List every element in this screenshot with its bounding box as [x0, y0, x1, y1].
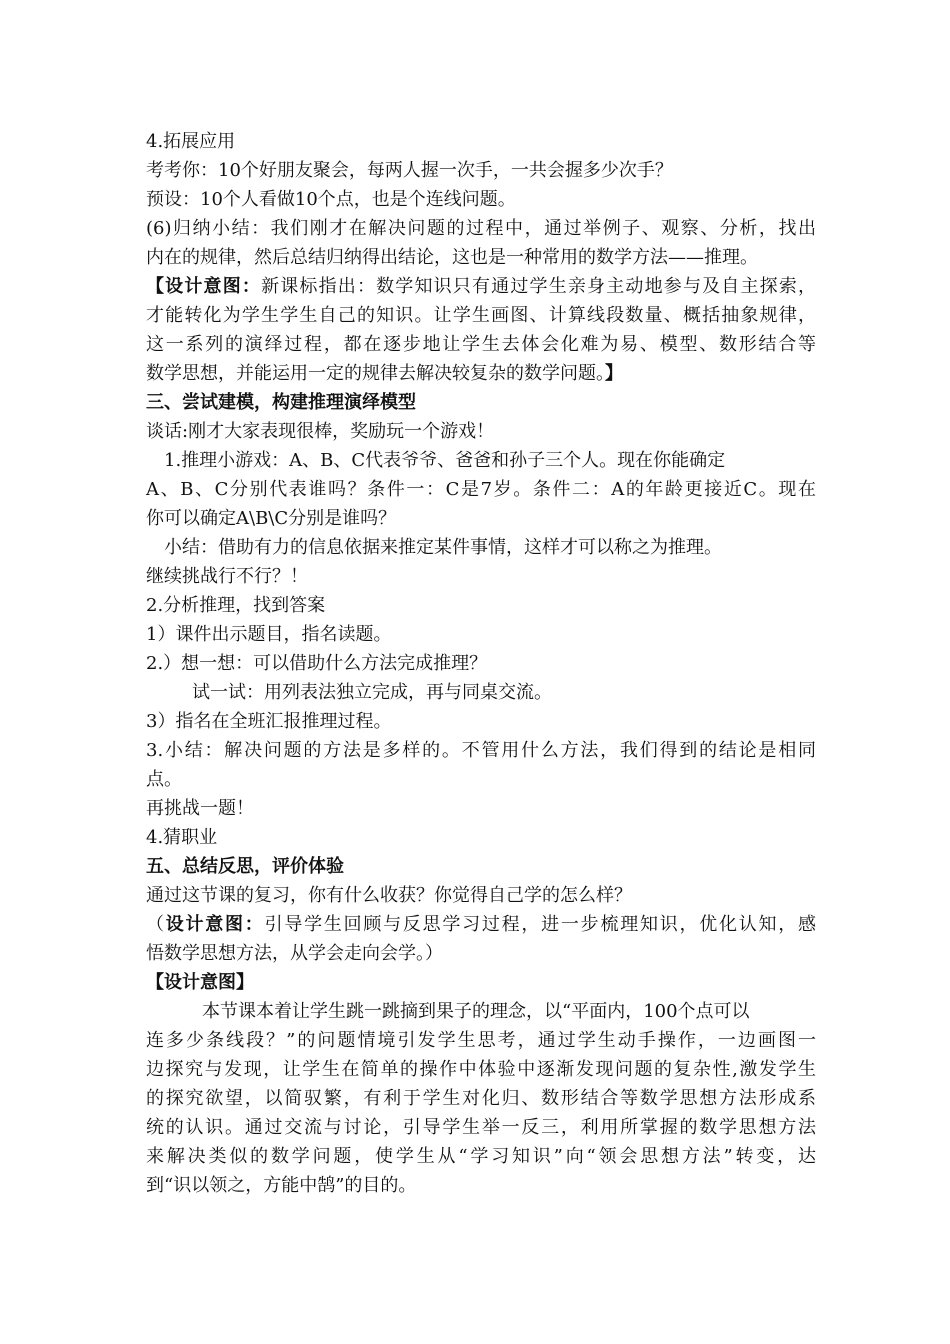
text-line: 这一系列的演绎过程，都在逐步地让学生去体会化难为易、模型、数形结合等 [146, 334, 816, 355]
text-line: 的探究欲望，以简驭繁，有利于学生对化归、数形结合等数学思想方法形成系 [146, 1088, 816, 1109]
text-line [146, 363, 816, 385]
text-line: 预设：10个人看做10个点，也是个连线问题。 [146, 189, 516, 210]
text-line: 4.猜职业 [146, 827, 218, 848]
text-line: 通过这节课的复习，你有什么收获？你觉得自己学的怎么样？ [146, 885, 632, 906]
text-line: 边探究与发现，让学生在简单的操作中体验中逐渐发现问题的复杂性,激发学生 [146, 1059, 816, 1080]
text-line: 试一试：用列表法独立完成，再与同桌交流。 [192, 682, 552, 703]
text-line: 统的认识。通过交流与讨论，引导学生举一反三，利用所掌握的数学思想方法 [146, 1117, 816, 1138]
text-line: 1.推理小游戏：A、B、C代表爷爷、爸爸和孙子三个人。现在你能确定 [164, 450, 726, 471]
text-span: 新课标指出：数学知识只有通过学生亲身主动地参与及自主探索， [261, 276, 817, 297]
section-heading-extension: 4.拓展应用 [146, 131, 236, 152]
text-line: 3.小结：解决问题的方法是多样的。不管用什么方法，我们得到的结论是相同 [146, 740, 816, 761]
text-line: 本节课本着让学生跳一跳摘到果子的理念，以“平面内，100个点可以 [202, 1001, 750, 1022]
text-line: 考考你：10个好朋友聚会，每两人握一次手，一共会握多少次手？ [146, 160, 673, 181]
text-line: 1）课件出示题目，指名读题。 [146, 624, 392, 645]
design-intent-heading: 【设计意图】 [146, 972, 254, 993]
text-span: （ [146, 914, 166, 935]
text-line: 谈话:刚才大家表现很棒，奖励玩一个游戏！ [146, 421, 495, 442]
text-line: 悟数学思想方法，从学会走向会学。） [146, 943, 443, 964]
design-intent-paragraph [146, 914, 816, 936]
text-span: 数学思想，并能运用一定的规律去解决较复杂的数学问题。 [146, 363, 605, 384]
text-line: 到“识以领之，方能中鹄”的目的。 [146, 1175, 417, 1196]
design-intent-label: 设计意图： [165, 914, 265, 935]
section-heading-five: 五、总结反思，评价体验 [146, 856, 344, 877]
text-line: 才能转化为学生学生自己的知识。让学生画图、计算线段数量、概括抽象规律， [146, 305, 816, 326]
text-line: 再挑战一题！ [146, 798, 254, 819]
design-intent-paragraph [146, 276, 816, 298]
text-line: 3）指名在全班汇报推理过程。 [146, 711, 392, 732]
text-span: 引导学生回顾与反思学习过程，进一步梳理知识，优化认知，感 [264, 914, 817, 935]
text-line: 你可以确定A\B\C分别是谁吗？ [146, 508, 397, 529]
text-line: 小结：借助有力的信息依据来推定某件事情，这样才可以称之为推理。 [164, 537, 722, 558]
section-heading-three: 三、尝试建模，构建推理演绎模型 [146, 392, 416, 413]
text-line: 内在的规律，然后总结归纳得出结论，这也是一种常用的数学方法——推理。 [146, 247, 758, 268]
text-line: 2.）想一想：可以借助什么方法完成推理？ [146, 653, 488, 674]
design-intent-label: 【设计意图： [146, 276, 262, 297]
bracket-close: 】 [605, 363, 623, 384]
text-line: 点。 [146, 769, 182, 790]
text-line: 连多少条线段？”的问题情境引发学生思考，通过学生动手操作，一边画图一 [146, 1030, 816, 1051]
text-line: 继续挑战行不行？！ [146, 566, 308, 587]
text-line: A、B、C分别代表谁吗？条件一：C是7岁。条件二：A的年龄更接近C。现在 [146, 479, 816, 500]
text-line: 来解决类似的数学问题，使学生从“学习知识”向“领会思想方法”转变，达 [146, 1146, 816, 1167]
text-line: (6)归纳小结：我们刚才在解决问题的过程中，通过举例子、观察、分析，找出 [146, 218, 816, 239]
text-line: 2.分析推理，找到答案 [146, 595, 326, 616]
